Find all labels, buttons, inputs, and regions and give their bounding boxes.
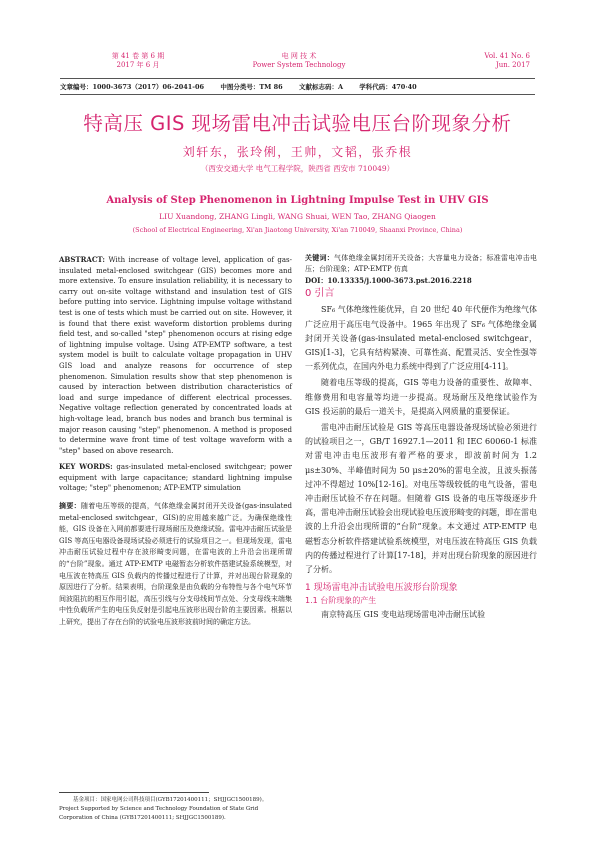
header-volume-en: Vol. 41 No. 6 (484, 52, 530, 60)
abstract-cn (59, 500, 292, 629)
header-rule (60, 78, 535, 79)
keywords-cn (305, 253, 537, 274)
section-1-1-paragraph: 南京特高压 GIS 变电站现场雷电冲击耐压试验 (321, 610, 486, 620)
authors-cn: 刘轩东，张玲俐，王帅，文韬，张乔根 (182, 145, 413, 159)
right-column (305, 255, 537, 625)
abstract-label: ABSTRACT: (59, 255, 105, 264)
doi-line (305, 276, 537, 287)
header-journal-en: Power System Technology (252, 61, 346, 69)
section-0-heading: 0 引言 (305, 287, 335, 299)
section-1-1-heading: 1.1 台阶现象的产生 (305, 595, 377, 605)
article-number: 文章编号：1000-3673（2017）06-2041-06 (60, 83, 205, 91)
header-journal-cn: 电 网 技 术 (281, 52, 317, 60)
abstract-en (59, 255, 292, 456)
header-center (228, 52, 370, 70)
intro-paragraph-2: 随着电压等级的提高，GIS 等电力设备的重要性、故障率、维修费用和电容量等均进一步提高。现场耐压及绝缘试验作为 GIS 投运前的最后一道关卡，是提高入网质量的重要保证。 (305, 378, 537, 416)
keywords-cn-text: 气体绝缘金属封闭开关设备；大容量电力设备；标准雷电冲击电压；台阶现象；ATP-EMTP 仿真 (305, 254, 538, 273)
meta-rule (60, 94, 535, 95)
intro-paragraph-1: SF₆ 气体绝缘性能优异，自 20 世纪 40 年代便作为绝缘气体广泛应用于高压电气设备中。1965 年出现了 SF₆ 气体绝缘金属封闭开关设备(gas-insulated metal-enclosed switchgear，GIS)[1-3]，它具有结构紧凑、可靠性高、配置灵活、安全性强等一系列优点，在国内外电力系统中得到了广泛应用[4-11]。 (305, 305, 537, 372)
authors-en: LIU Xuandong, ZHANG Lingli, WANG Shuai, WEN Tao, ZHANG Qiaogen (159, 212, 436, 221)
affiliation-en: (School of Electrical Engineering, Xi'an Jiaotong University, Xi'an 710049, Shaanxi Province, China) (132, 226, 463, 234)
header-right (390, 52, 530, 70)
fund-cn: 基金项目：国家电网公司科技项目(GYB17201400111；SHJJGC1500189)。 (73, 797, 268, 803)
left-column (59, 255, 292, 631)
header-date-cn: 2017 年 6 月 (116, 61, 160, 69)
abstract-cn-label: 摘要： (59, 501, 81, 511)
document-code: 文献标志码：A (298, 83, 343, 91)
doi-label: DOI： (305, 276, 328, 286)
header-date-en: Jun. 2017 (495, 61, 530, 69)
keywords-en (59, 462, 292, 494)
affiliation-cn: （西安交通大学 电气工程学院，陕西省 西安市 710049） (200, 164, 395, 173)
running-header (68, 52, 530, 78)
title-en: Analysis of Step Phenomenon in Lightning Impulse Test in UHV GIS (106, 195, 489, 206)
abstract-cn-text: 随着电压等级的提高，气体绝缘金属封闭开关设备(gas-insulated metal-enclosed switchgear，GIS)的应用越来越广泛。为确保绝缘性能，GIS 设备在入网前都要进行现场耐压及绝缘试验。雷电冲击耐压试验是 GIS 等高压电器设备现场试验必须进行的试验项目之一。但现场发现，雷电冲击耐压试验过程中存在波形畸变问题，在雷电波的上升沿会出现所谓的“台阶”现象。通过 ATP-EMTP 电磁暂态分析软件搭建试验系统模型，对电压波在特高压 GIS 负载内的传播过程进行了计算，并对出现台阶现象的原因进行了分析。结果表明，台阶现象是由负载的分布特性与各个电气环节间波阻抗的相互作用引起，高压引线与分支母线间节点处、分支母线末端集中性负载所产生的电压负反射是引起电压波形出现台阶的主要因素。根据以上研究，提出了存在台阶的试验电压波形波前时间的确定方法。 (59, 502, 293, 626)
doi-value: 10.13335/j.1000-3673.pst.2016.2218 (327, 276, 472, 286)
article-meta (60, 82, 535, 91)
clc-number: 中图分类号：TM 86 (220, 83, 283, 91)
section-1-heading: 1 现场雷电冲击试验电压波形台阶现象 (305, 583, 458, 594)
header-volume-cn: 第 41 卷 第 6 期 (111, 52, 165, 60)
title-cn: 特高压 GIS 现场雷电冲击试验电压台阶现象分析 (83, 112, 512, 135)
subject-code: 学科代码：470·40 (359, 83, 417, 91)
abstract-en-text: With increase of voltage level, application of gas-insulated metal-enclosed switchgear (GIS) becomes more and more extensive. To ensure insulation reliability, it is necessary to carry out on-site voltage withstand and insulation test of GIS before putting into service. Lightning impulse voltage withstand test is one of tests which must be carried out on site. However, it is found that there exist waveform distortion problems during field test, and so-called "step" phenomenon occurs at rising edge of lightning impulse voltage. Using ATP-EMTP software, a test system model is built to calculate voltage propagation in UHV GIS load and analyze reasons for occurrence of step phenomenon. Simulation results show that step phenomenon is caused by interaction between distribution characteristics of load and surge impedance of different electrical processes. Negative voltage reflection generated by concentrated loads at high-voltage lead, branch bus nodes and branch bus terminal is major reason causing "step" phenomenon. A method is proposed to determine wave front time of test voltage waveform with a "step" based on above research. (59, 256, 293, 455)
header-left (68, 52, 208, 70)
intro-paragraph-3: 雷电冲击耐压试验是 GIS 等高压电器设备现场试验必须进行的试验项目之一，GB/T 16927.1—2011 和 IEC 60060-1 标准对雷电冲击电压波形有着严格的要求，即波前时间为 1.2 μs±30%、半峰值时间为 50 μs±20%的雷电全波，且波头振荡过冲不得超过 10%[12-16]。对电压等级较低的电气设备，雷电冲击耐压试验不存在问题。但随着 GIS 设备的电压等级逐步升高，雷电冲击耐压试验会出现试验电压波形畸变的问题，即在雷电波的上升沿会出现所谓的“台阶”现象。本文通过 ATP-EMTP 电磁暂态分析软件搭建试验系统模型，对电压波在特高压 GIS 负载内的传播过程进行了计算[17-18]，并对出现台阶现象的原因进行了分析。 (305, 423, 537, 575)
keywords-label: KEY WORDS: (59, 462, 113, 472)
keywords-cn-label: 关键词： (305, 253, 335, 262)
fund-en: Project Supported by Science and Technology Foundation of State Grid Corporation of China (GYB17201400111; SHJJGC1500189). (59, 806, 259, 821)
keywords-en-text: gas-insulated metal-enclosed switchgear; power equipment with large capacitance; standard lightning impulse voltage; "step" phenomenon; ATP-EMTP simulation (59, 463, 293, 493)
footnote-block (59, 792, 292, 823)
footnote-rule (59, 792, 209, 793)
